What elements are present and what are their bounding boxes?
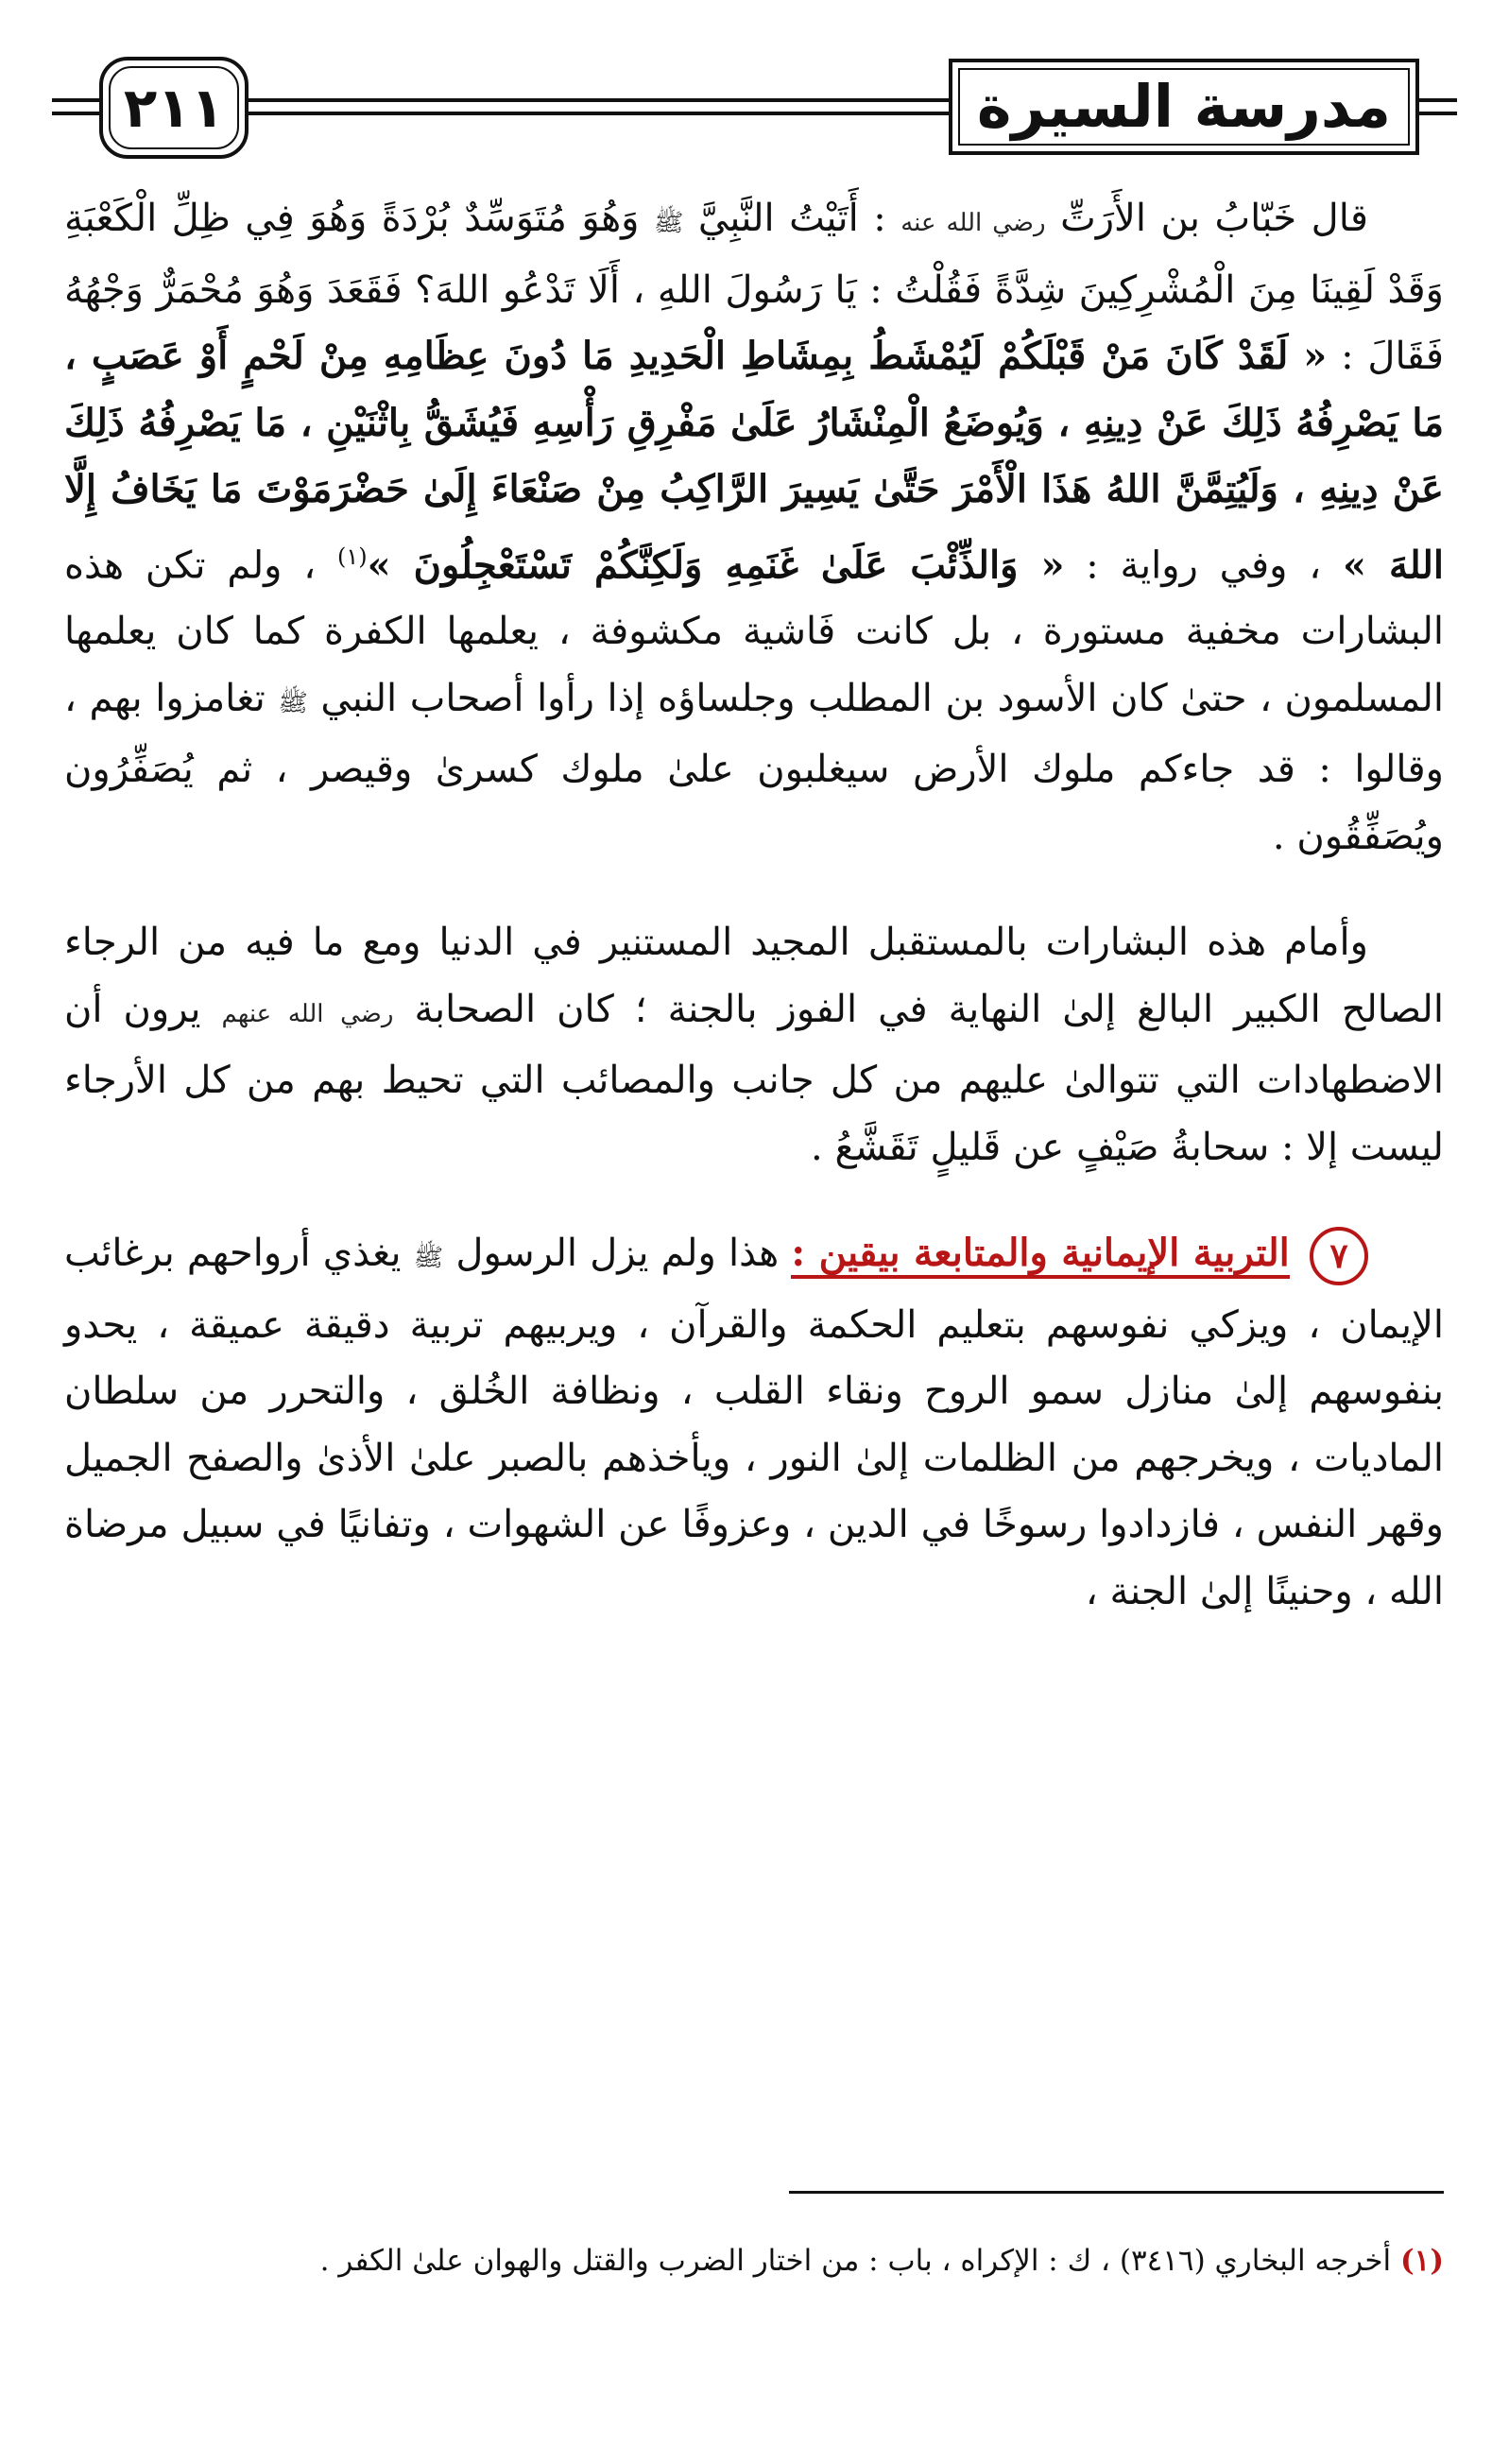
text-run: : أَتَيْتُ النَّبِيَّ <box>697 197 886 240</box>
hadith-quote-2: « وَالذِّئْبَ عَلَىٰ غَنَمِهِ وَلَكِنَّكُمْ تَسْتَعْجِلُونَ » <box>367 542 1065 587</box>
footnote-number: (١) <box>1400 2244 1444 2278</box>
honorific-pbuh: ﷺ <box>653 209 684 237</box>
footnote <box>64 2240 1444 2282</box>
text-run: يرون أن الاضطهادات التي تتوالىٰ عليهم من كل جانب والمصائب التي تحيط بهم من كل الأرجاء ليست إلا : سحابةُ صَيْفٍ عن قَليلٍ تَقَشَّعُ . <box>64 987 1444 1169</box>
book-title: مدرسة السيرة <box>976 72 1392 141</box>
paragraph-3 <box>64 1220 1444 1625</box>
hadith-quote: « لَقَدْ كَانَ مَنْ قَبْلَكُمْ لَيُمْشَطُ بِمِشَاطِ الْحَدِيدِ مَا دُونَ عِظَامِهِ مِنْ لَحْمٍ أَوْ عَصَبٍ ، مَا يَصْرِفُهُ ذَلِكَ عَنْ دِينِهِ ، وَيُوضَعُ الْمِنْشَارُ عَلَىٰ مَفْرِقِ رَأْسِهِ فَيُشَقُّ بِاثْنَيْنِ ، مَا يَصْرِفُهُ ذَلِكَ عَنْ دِينِهِ ، وَلَيُتِمَّنَّ اللهُ هَذَا الْأَمْرَ حَتَّىٰ يَسِيرَ الرَّاكِبُ مِنْ صَنْعَاءَ إِلَىٰ حَضْرَمَوْتَ مَا يَخَافُ إِلَّا اللهَ » <box>64 334 1445 587</box>
page-number: ٢١١ <box>99 57 249 159</box>
book-title-frame <box>949 59 1419 155</box>
paragraph-2 <box>64 909 1444 1180</box>
text-run: ، ولم تكن هذه البشارات مخفية مستورة ، بل كانت فَاشية مكشوفة ، يعلمها الكفرة كما كان يعلمها المسلمون ، حتىٰ كان الأسود بن المطلب وجلساؤه إذا رأوا أصحاب النبي <box>64 543 1445 720</box>
section-heading: التربية الإيمانية والمتابعة بيقين : <box>791 1231 1289 1279</box>
honorific-pbuh: ﷺ <box>413 1244 444 1273</box>
text-run: وَهُوَ مُتَوَسِّدٌ بُرْدَةً وَهُوَ فِي ظِلِّ الْكَعْبَةِ وَقَدْ لَقِينَا مِنَ الْمُشْرِكِينَ شِدَّةً فَقُلْتُ : يَا رَسُولَ اللهِ ، أَلَا تَدْعُو اللهَ؟ فَقَعَدَ وَهُوَ مُحْمَرٌّ وَجْهُهُ فَقَالَ : <box>64 197 1445 378</box>
footnote-reference[interactable]: (١) <box>337 543 368 570</box>
honorific-pbuh: ﷺ <box>278 688 308 717</box>
text-run: هذا ولم يزل الرسول <box>455 1232 780 1276</box>
honorific-ra: رضي الله عنه <box>900 209 1046 237</box>
text-run: يغذي أرواحهم برغائب الإيمان ، ويزكي نفوسهم بتعليم الحكمة والقرآن ، ويربيهم تربية دقيقة عميقة ، يحدو بنفوسهم إلىٰ منازل سمو الروح ونقاء القلب ، ونظافة الخُلق ، والتحرر من سلطان الماديات ، ويخرجهم من الظلمات إلىٰ النور ، ويأخذهم بالصبر علىٰ الأذىٰ والصفح الجميل وقهر النفس ، فازدادوا رسوخًا في الدين ، وعزوفًا عن الشهوات ، وتفانيًا في سبيل مرضاة الله ، وحنينًا إلىٰ الجنة ، <box>64 1232 1444 1613</box>
text-run: ، وفي رواية : <box>1086 543 1322 587</box>
footnote-text: أخرجه البخاري (٣٤١٦) ، ك : الإكراه ، باب : من اختار الضرب والقتل والهوان علىٰ الكفر . <box>319 2244 1392 2278</box>
paragraph-1 <box>64 185 1444 870</box>
page-header <box>52 57 1457 156</box>
text-run: تغامزوا بهم ، وقالوا : قد جاءكم ملوك الأرض سيغلبون علىٰ ملوك كسرىٰ وقيصر ، ثم يُصَفِّرُون ويُصَفِّقُون . <box>64 676 1444 858</box>
text-run: قال خَبّابُ بن الأَرَتِّ <box>1060 197 1369 240</box>
body-text <box>64 185 1444 1625</box>
section-number-badge: ٧ <box>1310 1227 1368 1285</box>
footnote-divider <box>789 2191 1444 2194</box>
honorific-ra: رضي الله عنهم <box>221 999 394 1028</box>
text-run: وأمام هذه البشارات بالمستقبل المجيد المستنير في الدنيا ومع ما فيه من الرجاء الصالح الكبير البالغ إلىٰ النهاية في الفوز بالجنة ؛ كان الصحابة <box>64 921 1444 1031</box>
